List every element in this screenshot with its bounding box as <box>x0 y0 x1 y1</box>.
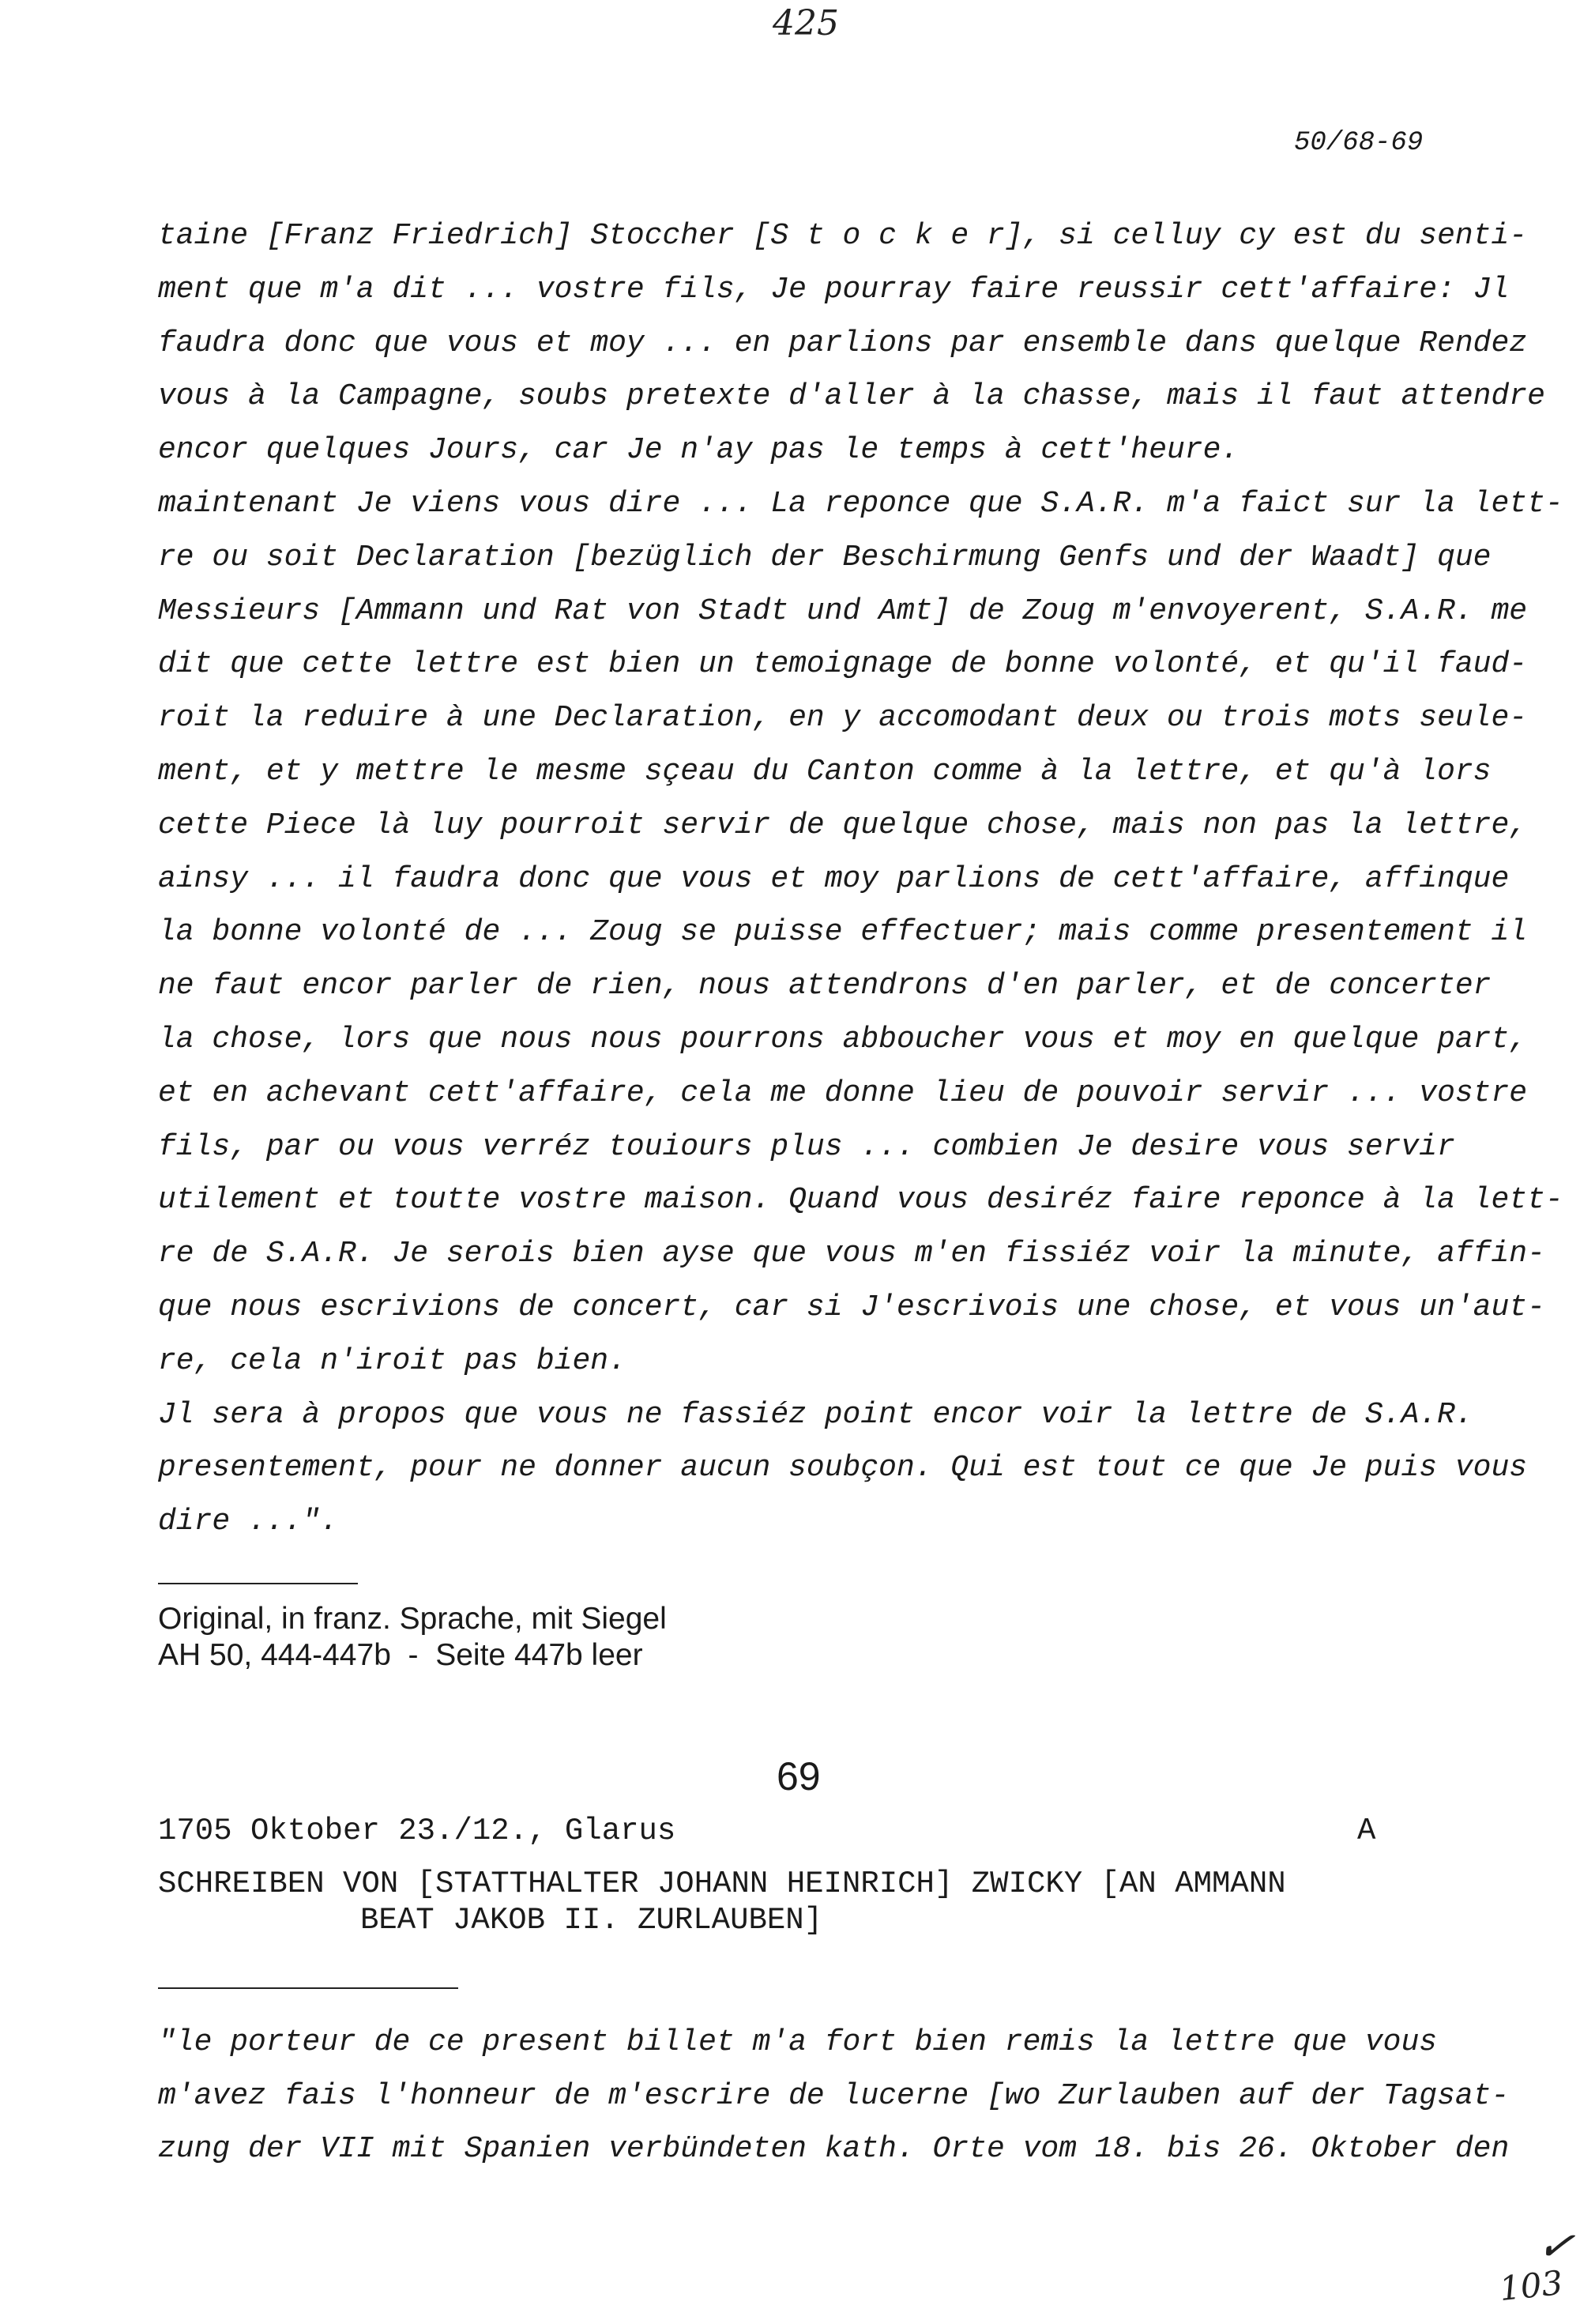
letter-line: taine [Franz Friedrich] Stoccher [S t o c k e r], si celluy cy est du senti- <box>158 219 1528 253</box>
source-note-line-2: AH 50, 444-447b - Seite 447b leer <box>158 1638 643 1672</box>
document-body-line: m'avez fais l'honneur de m'escrire de lucerne [wo Zurlauben auf der Tagsat- <box>158 2078 1510 2113</box>
page-reference: 50/68-69 <box>1294 128 1424 158</box>
letter-line: la bonne volonté de ... Zoug se puisse effectuer; mais comme presentement il <box>158 915 1528 950</box>
letter-line: Jl sera à propos que vous ne fassiéz point encor voir la lettre de S.A.R. <box>158 1397 1473 1432</box>
letter-line: utilement et toutte vostre maison. Quand vous desiréz faire reponce à la lett- <box>158 1183 1563 1218</box>
folio-number: 103 <box>1497 2262 1565 2309</box>
letter-line: fils, par ou vous verréz touiours plus ... combien Je desire vous servir <box>158 1129 1455 1164</box>
footnote-rule <box>158 1583 358 1584</box>
letter-line: faudra donc que vous et moy ... en parlions par ensemble dans quelque Rendez <box>158 326 1528 360</box>
letter-line: cette Piece là luy pourroit servir de quelque chose, mais non pas la lettre, <box>158 808 1528 842</box>
letter-line: dit que cette lettre est bien un temoignage de bonne volonté, et qu'il faud- <box>158 647 1528 682</box>
source-note-line-1: Original, in franz. Sprache, mit Siegel <box>158 1602 667 1636</box>
letter-line: presentement, pour ne donner aucun soubçon. Qui est tout ce que Je puis vous <box>158 1451 1528 1486</box>
letter-line: encor quelques Jours, car Je n'ay pas le temps à cett'heure. <box>158 433 1240 468</box>
letter-line: ment, et y mettre le mesme sçeau du Canton comme à la lettre, et qu'à lors <box>158 755 1492 789</box>
letter-line: maintenant Je viens vous dire ... La reponce que S.A.R. m'a faict sur la lett- <box>158 487 1563 521</box>
archive-mark: 425 <box>773 3 839 43</box>
letter-line: ne faut encor parler de rien, nous attendrons d'en parler, et de concerter <box>158 969 1492 1004</box>
letter-line: re, cela n'iroit pas bien. <box>158 1343 626 1378</box>
letter-line: dire ...". <box>158 1505 339 1539</box>
document-title-line-1: SCHREIBEN VON [STATTHALTER JOHANN HEINRICH] ZWICKY [AN AMMANN <box>158 1866 1286 1901</box>
letter-line: vous à la Campagne, soubs pretexte d'aller à la chasse, mais il faut attendre <box>158 379 1545 414</box>
letter-line: ment que m'a dit ... vostre fils, Je pourray faire reussir cett'affaire: Jl <box>158 272 1510 307</box>
document-date-place: 1705 Oktober 23./12., Glarus <box>158 1814 676 1848</box>
letter-line: roit la reduire à une Declaration, en y accomodant deux ou trois mots seule- <box>158 701 1528 736</box>
document-body-line: "le porteur de ce present billet m'a fort bien remis la lettre que vous <box>158 2025 1438 2059</box>
document-body-line: zung der VII mit Spanien verbündeten kath. Orte vom 18. bis 26. Oktober den <box>158 2132 1510 2166</box>
letter-line: que nous escrivions de concert, car si J'escrivois une chose, et vous un'aut- <box>158 1290 1545 1324</box>
letter-line: re de S.A.R. Je serois bien ayse que vous m'en fissiéz voir la minute, affin- <box>158 1237 1545 1271</box>
letter-line: ainsy ... il faudra donc que vous et moy parlions de cett'affaire, affinque <box>158 861 1510 896</box>
check-mark: ✓ <box>1533 2218 1578 2274</box>
document-number: 69 <box>777 1754 821 1799</box>
title-rule <box>158 1987 458 1989</box>
letter-line: et en achevant cett'affaire, cela me donne lieu de pouvoir servir ... vostre <box>158 1075 1528 1110</box>
letter-line: la chose, lors que nous nous pourrons abboucher vous et moy en quelque part, <box>158 1023 1528 1057</box>
document-marker: A <box>1357 1814 1376 1848</box>
letter-line: re ou soit Declaration [bezüglich der Beschirmung Genfs und der Waadt] que <box>158 540 1492 574</box>
document-title-line-2: BEAT JAKOB II. ZURLAUBEN] <box>360 1903 823 1938</box>
letter-line: Messieurs [Ammann und Rat von Stadt und Amt] de Zoug m'envoyerent, S.A.R. me <box>158 593 1528 628</box>
